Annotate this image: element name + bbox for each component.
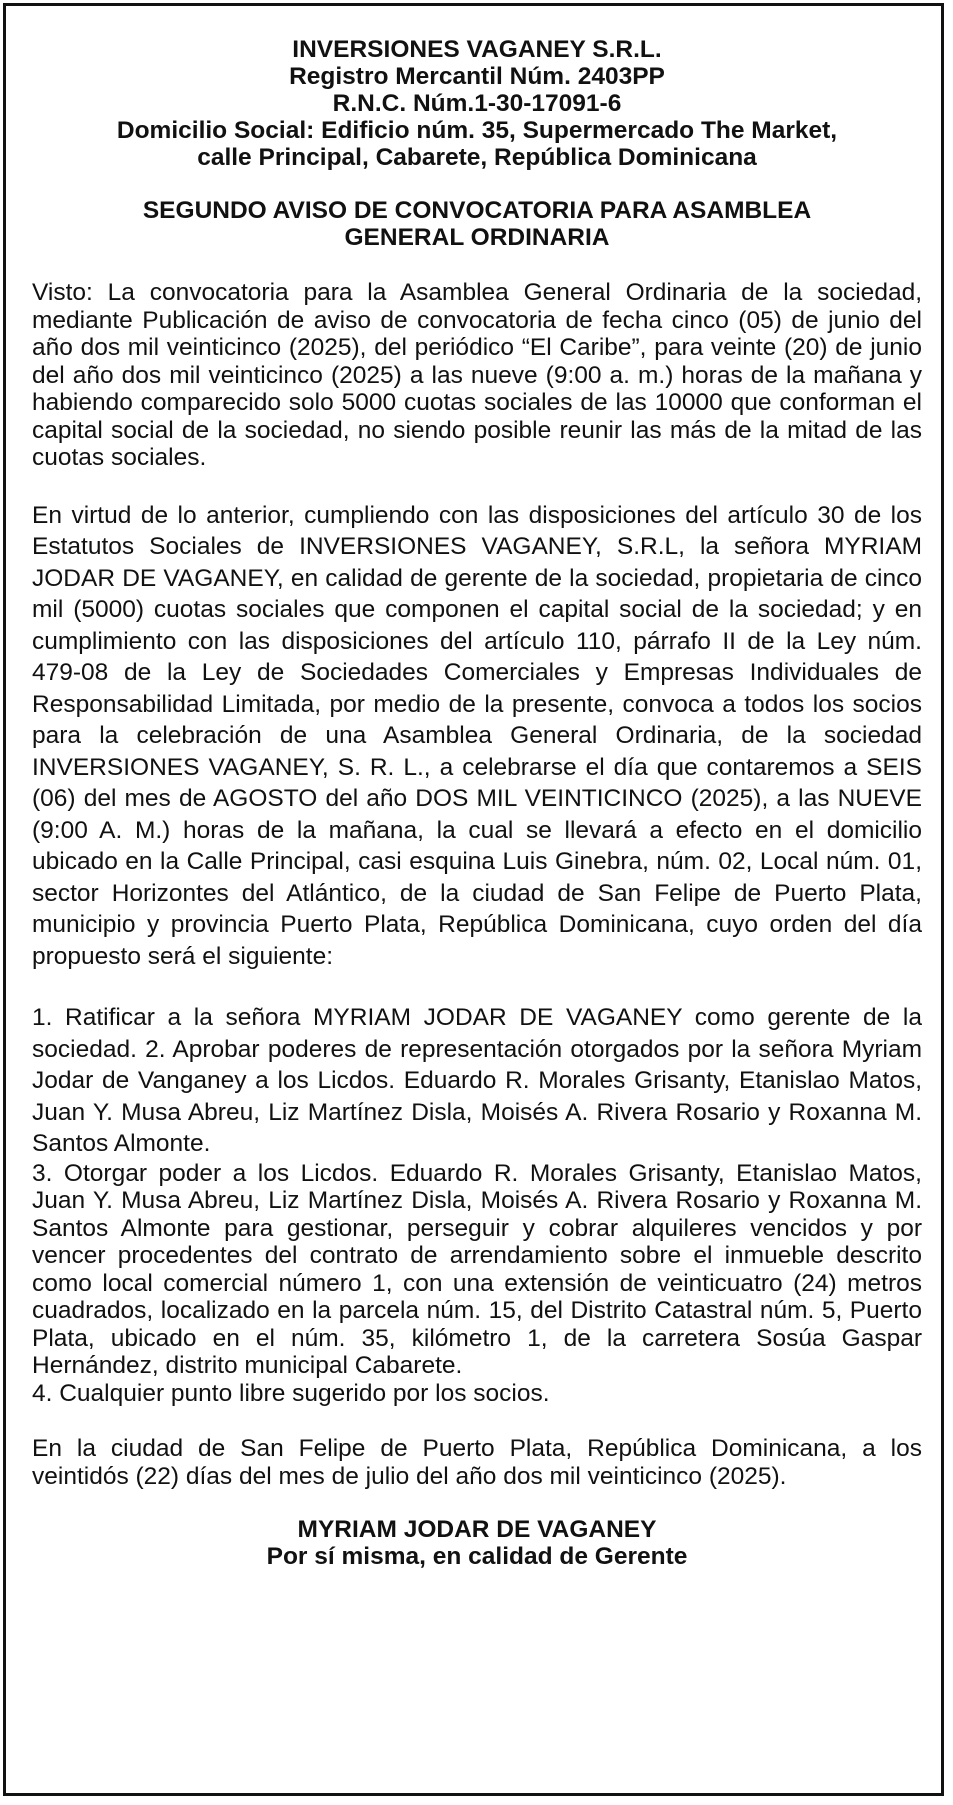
- signature-block: [32, 1516, 922, 1570]
- notice-title-line-1: SEGUNDO AVISO DE CONVOCATORIA PARA ASAMBLEA: [142, 197, 812, 224]
- signatory-role: Por sí misma, en calidad de Gerente: [266, 1543, 688, 1570]
- notice-title-line-2: GENERAL ORDINARIA: [344, 224, 610, 251]
- company-name: INVERSIONES VAGANEY S.R.L.: [292, 36, 662, 63]
- closing-paragraph: En la ciudad de San Felipe de Puerto Plata, República Dominicana, a los veintidós (22) días del mes de julio del año dos mil veinticinco (2025).: [32, 1435, 922, 1490]
- agenda-item-4: 4. Cualquier punto libre sugerido por los socios.: [32, 1379, 550, 1407]
- rnc-number: R.N.C. Núm.1-30-17091-6: [332, 90, 622, 117]
- registro-mercantil: Registro Mercantil Núm. 2403PP: [289, 63, 665, 90]
- agenda-items-1-2: 1. Ratificar a la señora MYRIAM JODAR DE VAGANEY como gerente de la sociedad. 2. Aprobar poderes de representación otorgados por la señora Myriam Jodar de Vanganey a los Licdos. Eduardo R. Morales Grisanty, Etanislao Matos, Juan Y. Musa Abreu, Liz Martínez Disla, Moisés A. Rivera Rosario y Roxanna M. Santos Almonte.: [32, 1004, 922, 1157]
- domicilio-line-1: Domicilio Social: Edificio núm. 35, Supermercado The Market,: [116, 117, 838, 144]
- legal-notice: [32, 36, 922, 1570]
- domicilio-line-2: calle Principal, Cabarete, República Dominicana: [197, 144, 757, 171]
- company-header: [32, 36, 922, 171]
- visto-paragraph: Visto: La convocatoria para la Asamblea General Ordinaria de la sociedad, mediante Publicación de aviso de convocatoria de fecha cinco (05) de junio del año dos mil veinticinco (2025), del periódico “El Caribe”, para veinte (20) de junio del año dos mil veinticinco (2025) a las nueve (9:00 a. m.) horas de la mañana y habiendo comparecido solo 5000 cuotas sociales de las 10000 que conforman el capital social de la sociedad, no siendo posible reunir las más de la mitad de las cuotas sociales.: [32, 279, 922, 471]
- agenda-item-3: 3. Otorgar poder a los Licdos. Eduardo R. Morales Grisanty, Etanislao Matos, Juan Y. Musa Abreu, Liz Martínez Disla, Moisés A. Rivera Rosario y Roxanna M. Santos Almonte para gestionar, perseguir y cobrar alquileres vencidos y por vencer procedentes del contrato de arrendamiento sobre el inmueble descrito como local comercial número 1, con una extensión de veinticuatro (24) metros cuadrados, localizado en la parcela núm. 15, del Distrito Catastral núm. 5, Puerto Plata, ubicado en el núm. 35, kilómetro 1, de la carretera Sosúa Gaspar Hernández, distrito municipal Cabarete.: [32, 1159, 922, 1379]
- signatory-name: MYRIAM JODAR DE VAGANEY: [297, 1516, 657, 1543]
- convocatoria-paragraph: En virtud de lo anterior, cumpliendo con las disposiciones del artículo 30 de los Estatutos Sociales de INVERSIONES VAGANEY, S.R.L, la señora MYRIAM JODAR DE VAGANEY, en calidad de gerente de la sociedad, propietaria de cinco mil (5000) cuotas sociales que componen el capital social de la sociedad; y en cumplimiento con las disposiciones del artículo 110, párrafo II de la Ley núm. 479-08 de la Ley de Sociedades Comerciales y Empresas Individuales de Responsabilidad Limitada, por medio de la presente, convoca a todos los socios para la celebración de una Asamblea General Ordinaria, de la sociedad INVERSIONES VAGANEY, S. R. L., a celebrarse el día que contaremos a SEIS (06) del mes de AGOSTO del año DOS MIL VEINTICINCO (2025), a las NUEVE (9:00 A. M.) horas de la mañana, la cual se llevará a efecto en el domicilio ubicado en la Calle Principal, casi esquina Luis Ginebra, núm. 02, Local núm. 01, sector Horizontes del Atlántico, de la ciudad de San Felipe de Puerto Plata, municipio y provincia Puerto Plata, República Dominicana, cuyo orden del día propuesto será el siguiente:: [32, 501, 922, 970]
- notice-title: [32, 197, 922, 251]
